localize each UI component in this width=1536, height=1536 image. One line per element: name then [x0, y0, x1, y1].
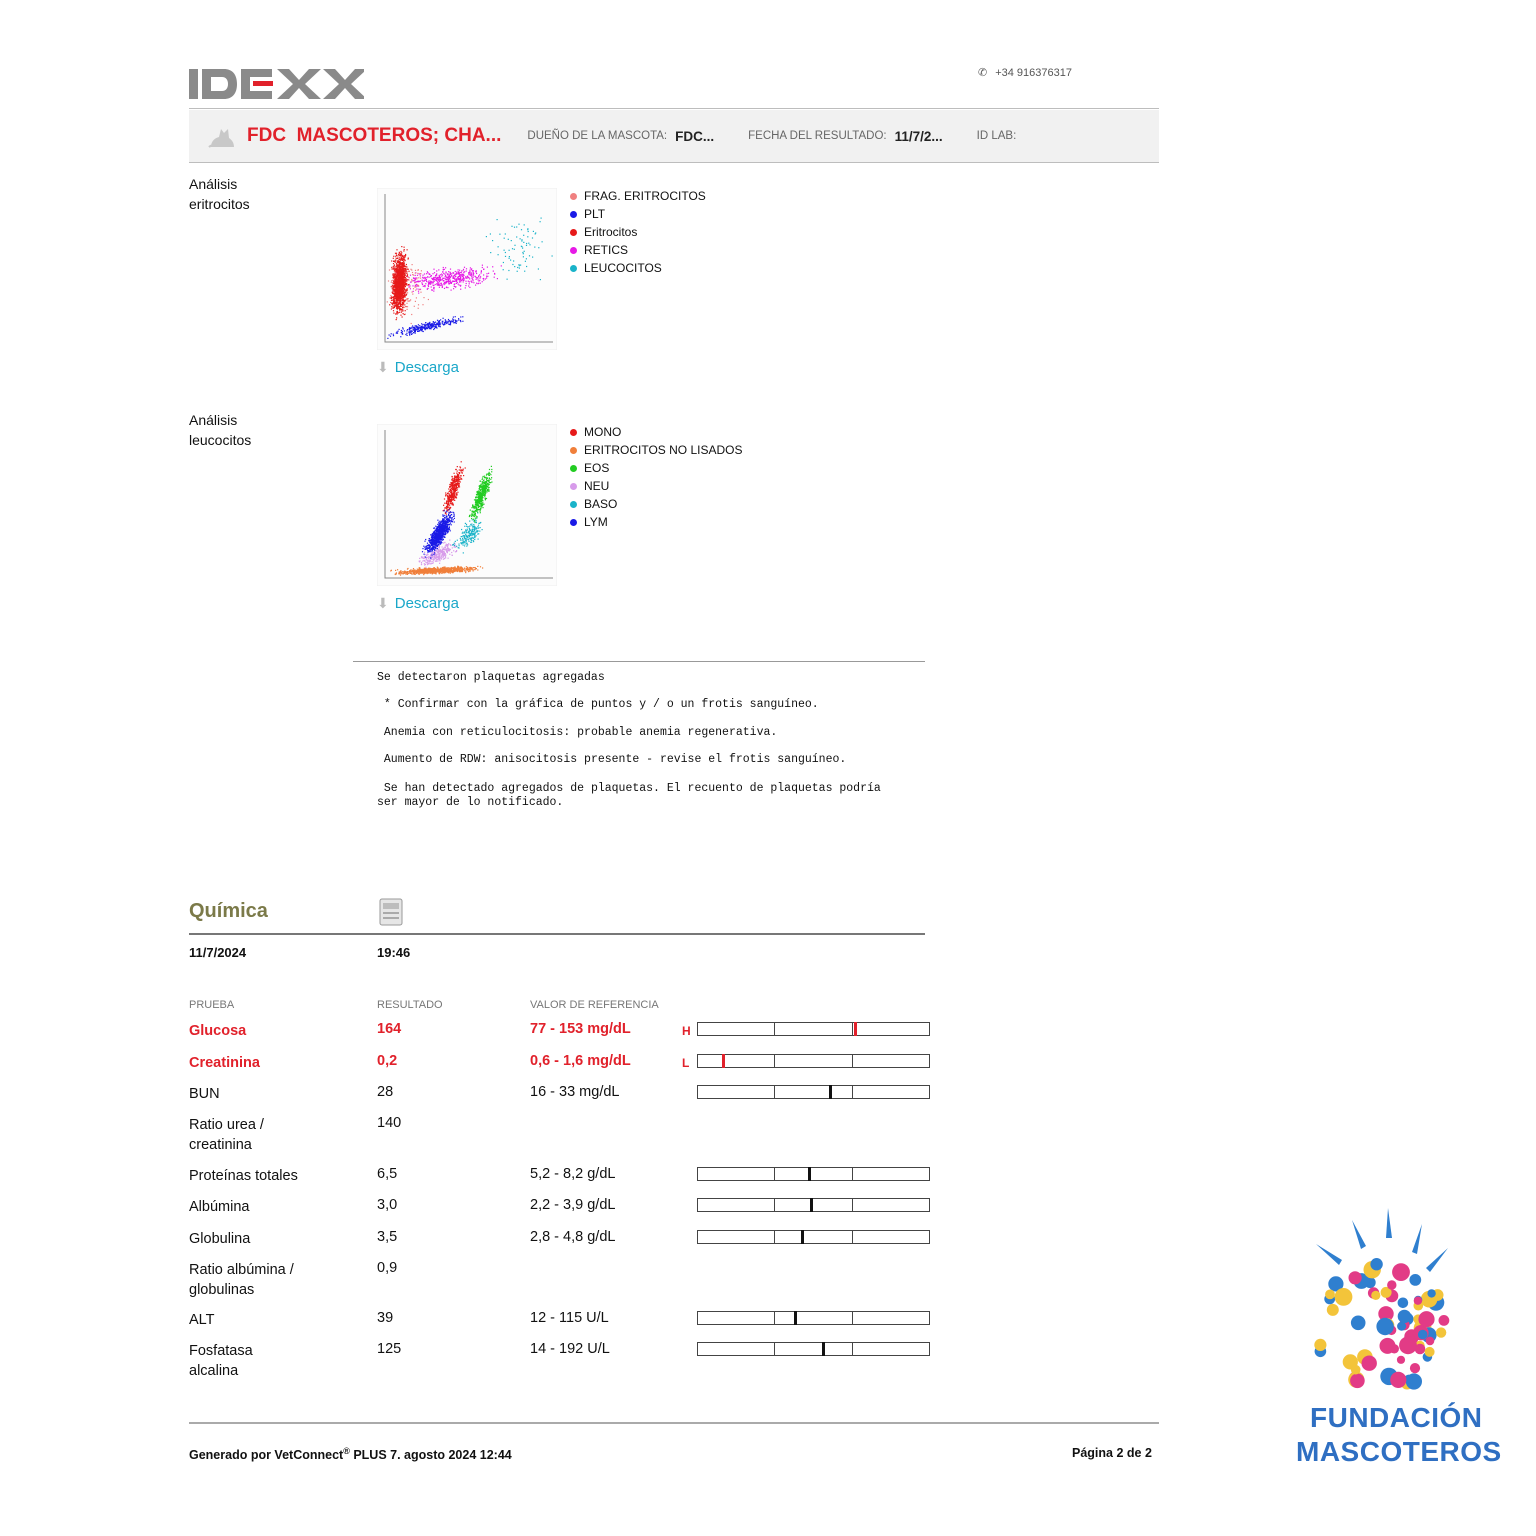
test-result: 140	[377, 1115, 402, 1131]
legend-item	[570, 441, 742, 459]
download-icon: ⬇	[377, 595, 389, 611]
patient-info-bar	[189, 110, 1159, 162]
test-reference-range: 12 - 115 U/L	[530, 1310, 609, 1326]
note-line-1: Se detectaron plaquetas agregadas	[377, 671, 605, 684]
owner-label: DUEÑO DE LA MASCOTA:	[527, 130, 668, 142]
legend-dot-icon	[570, 193, 577, 200]
test-result: 3,0	[377, 1197, 398, 1213]
reference-range-bar	[697, 1054, 930, 1068]
wbc-label-line1: Análisis	[189, 412, 238, 428]
range-low-divider	[774, 1168, 775, 1180]
reference-range-bar	[697, 1230, 930, 1244]
result-marker	[822, 1342, 825, 1356]
col-test-header: PRUEBA	[189, 999, 235, 1011]
phone-number: +34 916376317	[995, 66, 1072, 79]
legend-item	[570, 223, 706, 241]
download-icon: ⬇	[377, 359, 389, 375]
reference-range-bar	[697, 1311, 930, 1325]
wbc-label-line2: leucocitos	[189, 432, 252, 448]
notes-divider	[353, 661, 925, 662]
note-line-4: Aumento de RDW: anisocitosis presente - revise el frotis sanguíneo.	[377, 753, 847, 766]
range-low-divider	[774, 1023, 775, 1035]
result-marker	[810, 1198, 813, 1212]
rbc-label-line2: eritrocitos	[189, 196, 250, 212]
test-result: 164	[377, 1021, 402, 1037]
note-line-2: * Confirmar con la gráfica de puntos y / o un frotis sanguíneo.	[377, 698, 819, 711]
test-reference-range: 2,2 - 3,9 g/dL	[530, 1197, 616, 1213]
note-line-5: Se han detectado agregados de plaquetas. El recuento de plaquetas podría ser mayor de lo notificado.	[377, 782, 881, 809]
footer-divider	[189, 1422, 1159, 1424]
paw-cluster-icon	[1290, 1200, 1470, 1400]
cat-icon	[207, 123, 239, 149]
legend-label: NEU	[584, 479, 610, 493]
legend-item	[570, 259, 706, 277]
test-reference-range: 2,8 - 4,8 g/dL	[530, 1229, 616, 1245]
legend-label: EOS	[584, 461, 610, 475]
range-low-divider	[774, 1343, 775, 1355]
legend-dot-icon	[570, 483, 577, 490]
range-high-divider	[852, 1199, 853, 1211]
test-result: 3,5	[377, 1229, 398, 1245]
test-name: Proteínas totales	[189, 1168, 298, 1184]
legend-dot-icon	[570, 211, 577, 218]
test-result: 39	[377, 1310, 394, 1326]
range-low-divider	[774, 1231, 775, 1243]
lab-phone	[978, 66, 1072, 79]
legend-item	[570, 241, 706, 259]
foundation-line1: FUNDACIÓN	[1310, 1402, 1483, 1433]
legend-label: LYM	[584, 515, 608, 529]
idexx-logo	[189, 66, 364, 102]
legend-dot-icon	[570, 465, 577, 472]
band-divider	[189, 162, 1159, 163]
wbc-download-link[interactable]	[377, 595, 459, 612]
chemistry-divider	[189, 933, 925, 935]
test-reference-range: 0,6 - 1,6 mg/dL	[530, 1053, 631, 1069]
pet-name[interactable]: FDC MASCOTEROS; CHA...	[247, 125, 502, 146]
rbc-legend	[570, 187, 706, 277]
test-name: BUN	[189, 1086, 220, 1102]
range-high-divider	[852, 1312, 853, 1324]
rbc-download-label[interactable]: Descarga	[394, 359, 459, 376]
lab-id-label: ID LAB:	[976, 130, 1017, 142]
foundation-line2: MASCOTEROS	[1296, 1436, 1502, 1467]
test-result: 28	[377, 1084, 394, 1100]
rbc-analysis-label	[189, 174, 349, 214]
note-line-3: Anemia con reticulocitosis: probable anemia regenerativa.	[377, 726, 778, 739]
test-name: Globulina	[189, 1231, 251, 1247]
wbc-dot-plot[interactable]	[377, 424, 557, 586]
legend-label: RETICS	[584, 243, 629, 257]
range-low-divider	[774, 1199, 775, 1211]
legend-label: LEUCOCITOS	[584, 261, 662, 275]
result-marker	[794, 1311, 797, 1325]
test-reference-range: 16 - 33 mg/dL	[530, 1084, 620, 1100]
footer-generated	[189, 1446, 512, 1462]
col-ref-header: VALOR DE REFERENCIA	[530, 999, 659, 1011]
test-name: Fosfatasa alcalina	[189, 1343, 253, 1379]
test-reference-range: 14 - 192 U/L	[530, 1341, 610, 1357]
test-result: 0,9	[377, 1260, 398, 1276]
reference-range-bar	[697, 1342, 930, 1356]
reference-range-bar	[697, 1022, 930, 1036]
result-marker	[801, 1230, 804, 1244]
rbc-label-line1: Análisis	[189, 176, 238, 192]
legend-dot-icon	[570, 265, 577, 272]
legend-item	[570, 423, 742, 441]
wbc-analysis-label	[189, 410, 349, 450]
result-date-label: FECHA DEL RESULTADO:	[748, 130, 887, 142]
legend-dot-icon	[570, 247, 577, 254]
legend-label: MONO	[584, 425, 622, 439]
test-flag: H	[682, 1024, 691, 1038]
test-reference-range: 77 - 153 mg/dL	[530, 1021, 631, 1037]
fundacion-mascoteros-logo	[1290, 1200, 1502, 1470]
test-name: ALT	[189, 1312, 215, 1328]
chemistry-date: 11/7/2024	[189, 945, 247, 960]
test-name: Albúmina	[189, 1199, 250, 1215]
result-marker	[829, 1085, 832, 1099]
test-name: Creatinina	[189, 1055, 260, 1071]
reference-range-bar	[697, 1198, 930, 1212]
range-high-divider	[852, 1231, 853, 1243]
test-name: Ratio albúmina / globulinas	[189, 1262, 294, 1298]
test-name: Glucosa	[189, 1023, 247, 1039]
reference-range-bar	[697, 1085, 930, 1099]
range-low-divider	[774, 1312, 775, 1324]
owner-value: FDC...	[675, 128, 715, 144]
legend-dot-icon	[570, 429, 577, 436]
legend-item	[570, 205, 706, 223]
footer-generated-text: Generado por VetConnect	[189, 1448, 344, 1463]
phone-icon: ✆	[978, 67, 988, 79]
legend-item	[570, 187, 706, 205]
test-flag: L	[682, 1056, 690, 1070]
legend-label: ERITROCITOS NO LISADOS	[584, 443, 743, 457]
test-name: Ratio urea / creatinina	[189, 1117, 264, 1153]
range-low-divider	[774, 1055, 775, 1067]
legend-item	[570, 495, 742, 513]
legend-dot-icon	[570, 447, 577, 454]
legend-item	[570, 477, 742, 495]
test-result: 125	[377, 1341, 402, 1357]
page-number: Página 2 de 2	[1072, 1446, 1152, 1460]
legend-dot-icon	[570, 519, 577, 526]
legend-label: BASO	[584, 497, 618, 511]
legend-label: PLT	[584, 207, 606, 221]
result-marker	[854, 1022, 857, 1036]
test-result: 0,2	[377, 1053, 398, 1069]
chemistry-title: Química	[189, 900, 268, 922]
col-result-header: RESULTADO	[377, 999, 443, 1011]
range-low-divider	[774, 1086, 775, 1098]
legend-dot-icon	[570, 229, 577, 236]
test-result: 6,5	[377, 1166, 398, 1182]
result-marker	[808, 1167, 811, 1181]
legend-dot-icon	[570, 501, 577, 508]
footer-plus-date: PLUS 7. agosto 2024 12:44	[349, 1448, 512, 1463]
legend-item	[570, 459, 742, 477]
reference-range-bar	[697, 1167, 930, 1181]
rbc-dot-plot[interactable]	[377, 188, 557, 350]
header-divider	[189, 108, 1159, 109]
result-date-value: 11/7/2...	[894, 128, 943, 144]
chemistry-analyzer-icon[interactable]	[379, 898, 403, 926]
range-high-divider	[852, 1343, 853, 1355]
legend-label: Eritrocitos	[584, 225, 638, 239]
range-high-divider	[852, 1055, 853, 1067]
legend-item	[570, 513, 742, 531]
range-high-divider	[852, 1168, 853, 1180]
test-reference-range: 5,2 - 8,2 g/dL	[530, 1166, 616, 1182]
chemistry-time: 19:46	[377, 945, 411, 960]
footer-registered-mark: ®	[343, 1446, 350, 1456]
wbc-download-label[interactable]: Descarga	[394, 595, 459, 612]
range-high-divider	[852, 1023, 853, 1035]
legend-label: FRAG. ERITROCITOS	[584, 189, 706, 203]
wbc-legend	[570, 423, 742, 531]
result-marker	[722, 1054, 725, 1068]
range-high-divider	[852, 1086, 853, 1098]
rbc-download-link[interactable]	[377, 359, 459, 376]
